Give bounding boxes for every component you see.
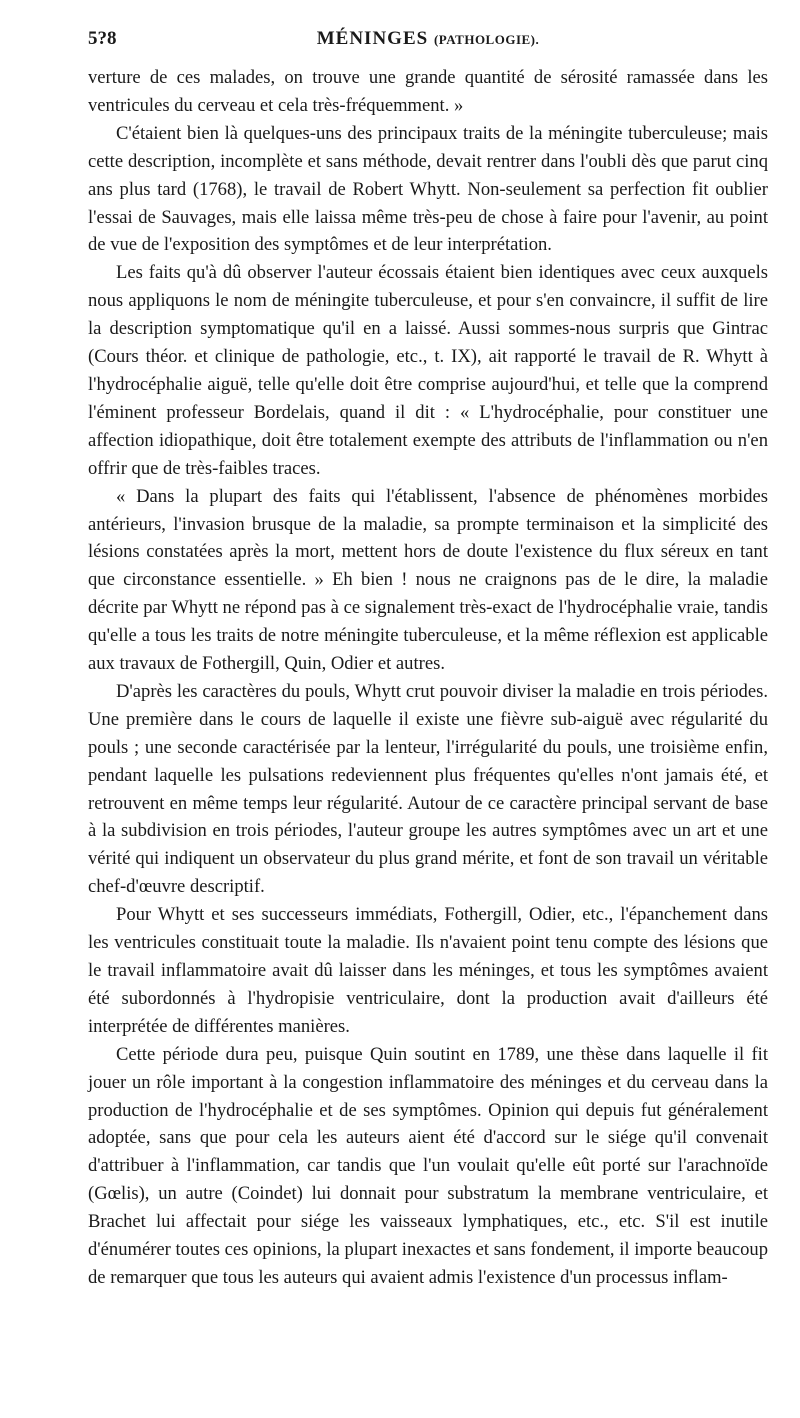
paragraph-continuation: verture de ces malades, on trouve une grande quantité de sérosité ramassée dans les ventricules du cerveau et cela très-fréquemment. »	[88, 67, 768, 116]
running-title-main: MÉNINGES	[316, 28, 429, 49]
running-title	[88, 28, 768, 50]
running-header	[88, 28, 768, 54]
running-title-subtitle: (PATHOLOGIE).	[433, 32, 540, 47]
document-page	[88, 28, 768, 1292]
paragraph: Les faits qu'à dû observer l'auteur écossais étaient bien identiques avec ceux auxquels nous appliquons le nom de méningite tuberculeuse, et pour s'en convaincre, il suffit de lire la description symptomatique qu'il en a laissé. Aussi sommes-nous surpris que Gintrac (Cours théor. et clinique de pathologie, etc., t. IX), ait rapporté le travail de R. Whytt à l'hydrocéphalie aiguë, telle qu'elle doit être comprise aujourd'hui, et telle que la comprend l'éminent professeur Bordelais, quand il dit : « L'hydrocéphalie, pour constituer une affection idiopathique, doit être totalement exempte des attributs de l'inflammation ou n'en offrir que de très-faibles traces.	[88, 262, 768, 479]
page-number: 5?8	[88, 28, 117, 49]
paragraph: C'étaient bien là quelques-uns des principaux traits de la méningite tuberculeuse; mais cette description, incomplète et sans méthode, devait rentrer dans l'oubli dès que parut cinq ans plus tard (1768), le travail de Robert Whytt. Non-seulement sa perfection fit oublier l'essai de Sauvages, mais elle laissa même très-peu de chose à faire pour l'avenir, au point de vue de l'exposition des symptômes et de leur interprétation.	[88, 122, 768, 256]
paragraph: Pour Whytt et ses successeurs immédiats, Fothergill, Odier, etc., l'épanchement dans les ventricules constituait toute la maladie. Ils n'avaient point tenu compte des lésions que le travail inflammatoire avait dû laisser dans les méninges, et tous les symptômes avaient été subordonnés à l'hydropisie ventriculaire, dont la production avait d'ailleurs été interprétée de différentes manières.	[88, 904, 768, 1037]
paragraph: D'après les caractères du pouls, Whytt crut pouvoir diviser la maladie en trois périodes. Une première dans le cours de laquelle il existe une fièvre sub-aiguë avec régularité du pouls ; une seconde caractérisée par la lenteur, l'irrégularité du pouls, une troisième enfin, pendant laquelle les pulsations redeviennent plus fréquentes qu'elles n'ont jamais été, et retrouvent en même temps leur régularité. Autour de ce caractère principal servant de base à la subdivision en trois périodes, l'auteur groupe les autres symptômes avec un art et une vérité qui indiquent un observateur du plus grand mérite, et font de son travail un véritable chef-d'œuvre descriptif.	[88, 680, 768, 898]
paragraph: Cette période dura peu, puisque Quin soutint en 1789, une thèse dans laquelle il fit jouer un rôle important à la congestion inflammatoire des méninges et du cerveau dans la production de l'hydrocéphalie et de ses symptômes. Opinion qui depuis fut généralement adoptée, sans que pour cela les auteurs aient été d'accord sur le siége qu'il convenait d'attribuer à l'inflammation, car tandis que l'un voulait qu'elle eût porté sur l'arachnoïde (Gœlis), un autre (Coindet) lui donnait pour substratum la membrane ventriculaire, et Brachet lui affectait pour siége les vaisseaux lymphatiques, etc., etc. S'il est inutile d'énumérer toutes ces opinions, la plupart inexactes et sans fondement, il importe beaucoup de remarquer que tous les auteurs qui avaient admis l'existence d'un processus inflam-	[88, 1043, 768, 1288]
paragraph: « Dans la plupart des faits qui l'établissent, l'absence de phénomènes morbides antérieurs, l'invasion brusque de la maladie, sa prompte terminaison et la simplicité des lésions constatées après la mort, mettent hors de doute l'existence du flux séreux en tant que circonstance essentielle. » Eh bien ! nous ne craignons pas de le dire, la maladie décrite par Whytt ne répond pas à ce signalement très-exact de l'hydrocéphalie vraie, tandis qu'elle a tous les traits de notre méningite tuberculeuse, et la même réflexion est applicable aux travaux de Fothergill, Quin, Odier et autres.	[88, 485, 768, 675]
body-text	[88, 64, 768, 1292]
